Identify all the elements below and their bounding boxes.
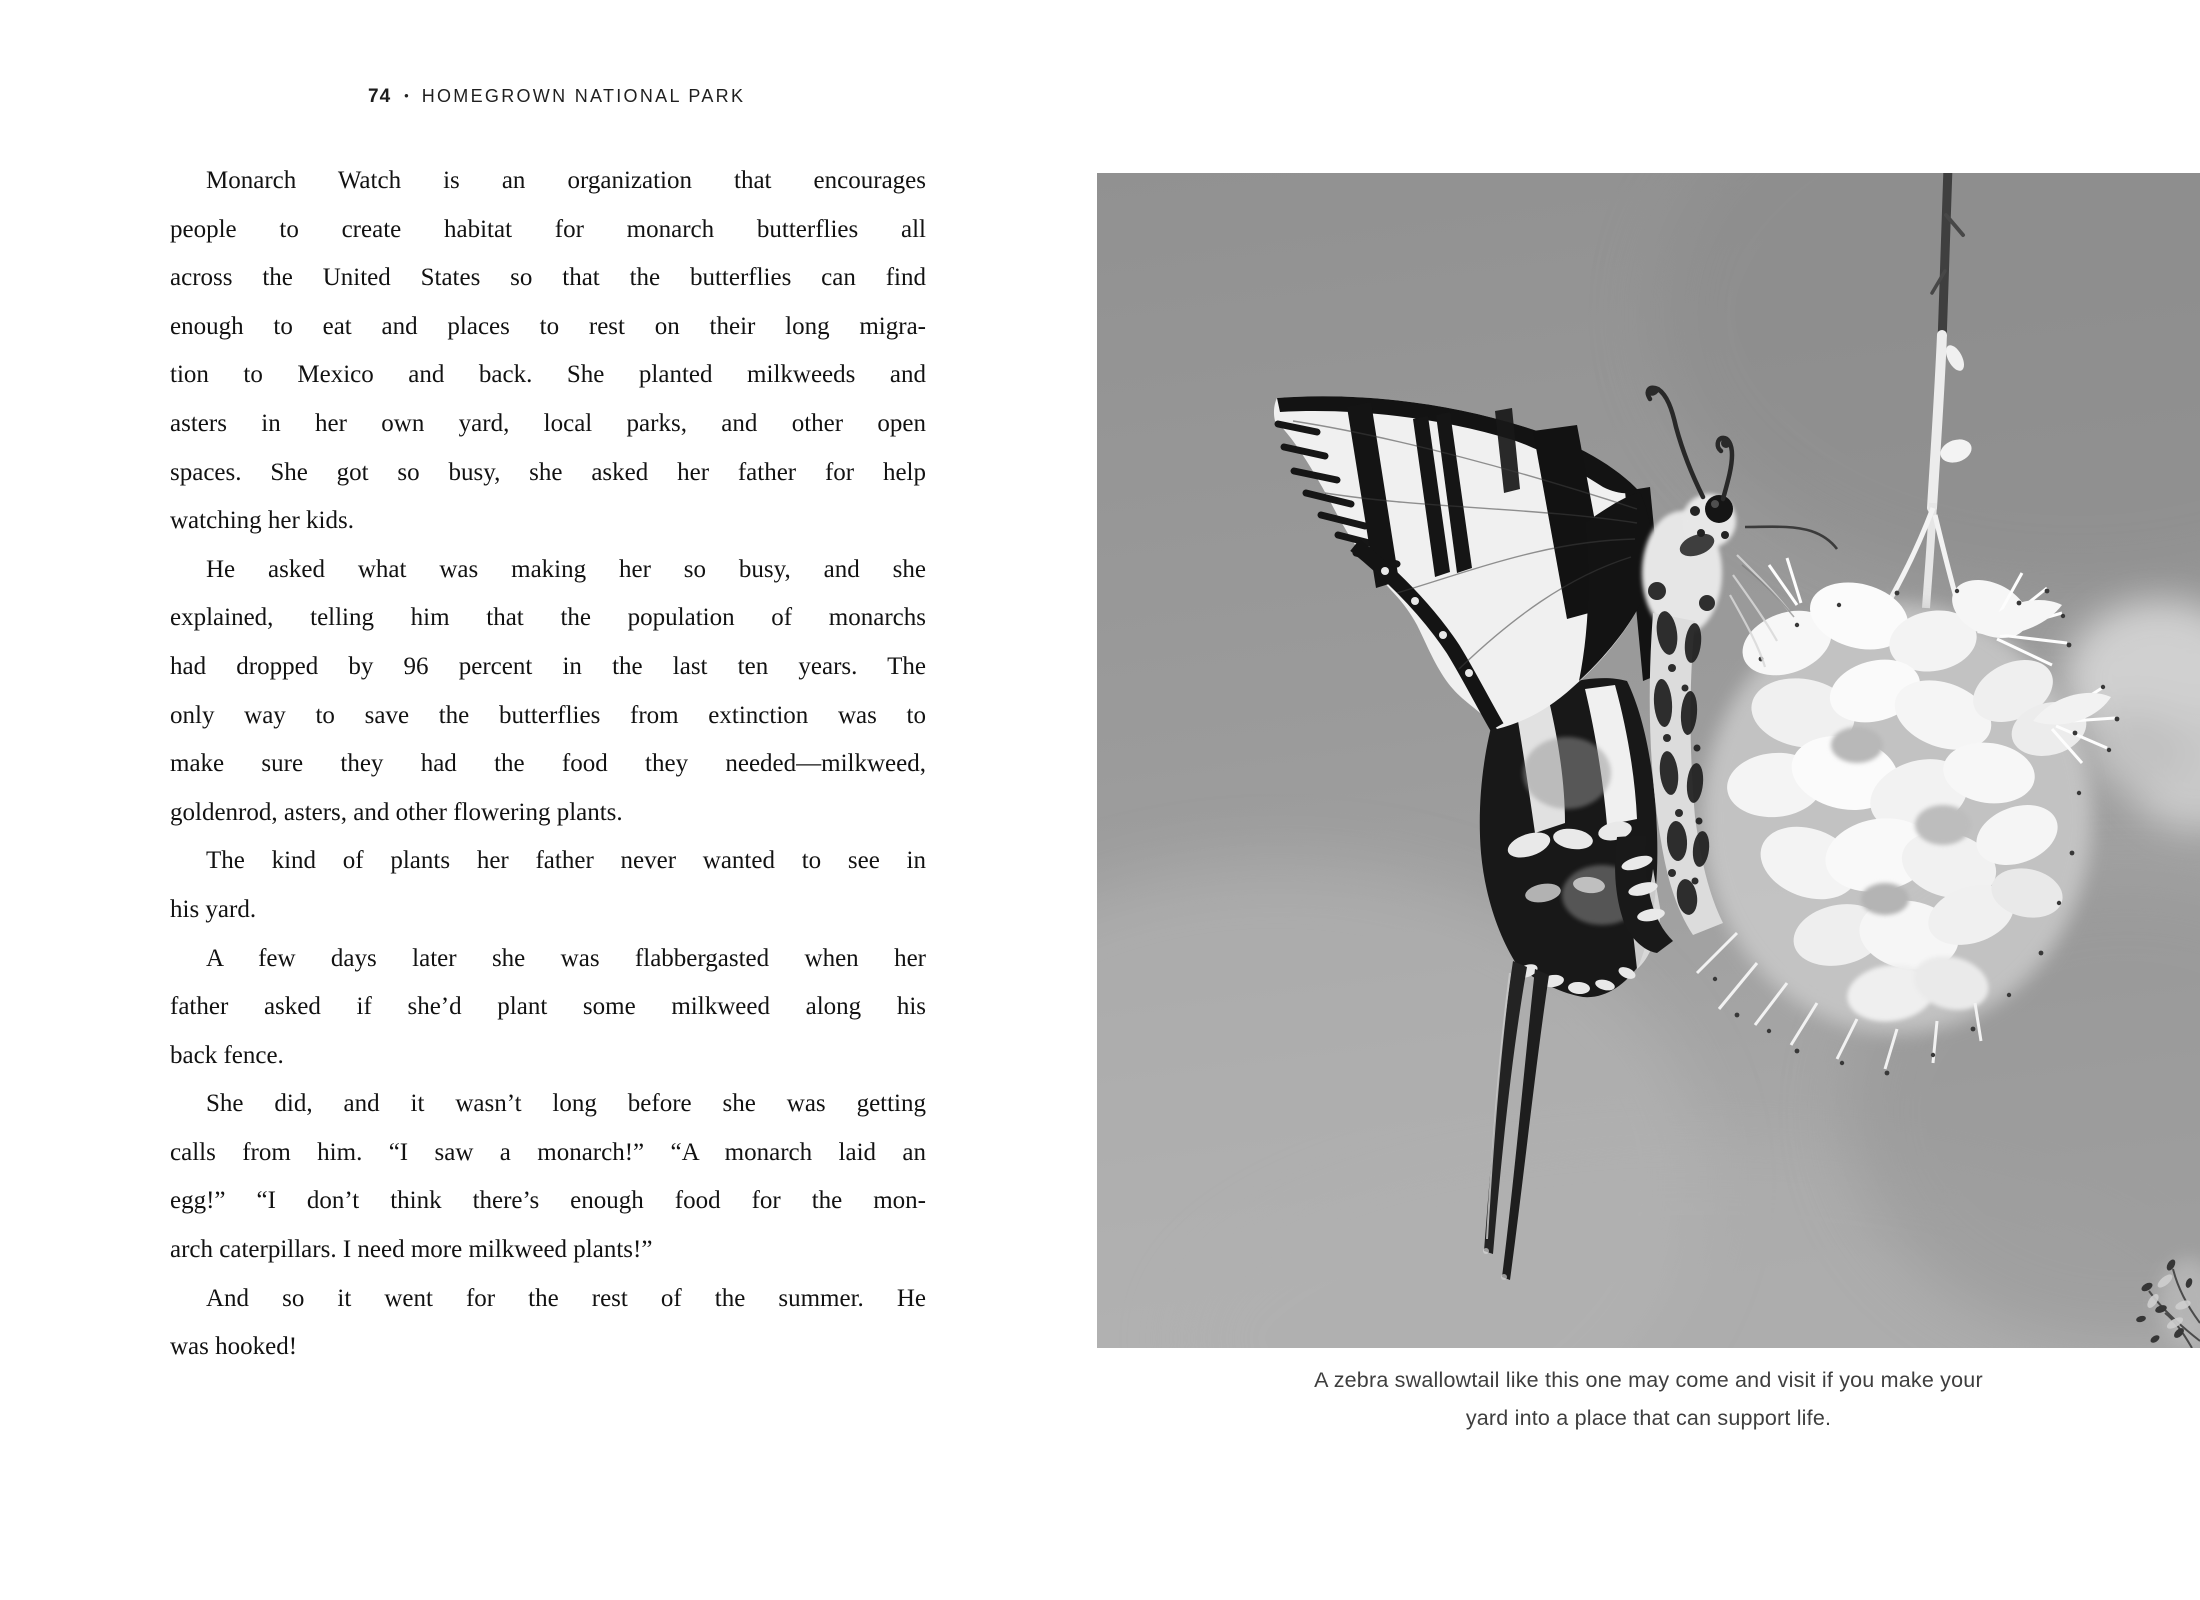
text-line: only way to save the butterflies from extinction was to	[170, 701, 926, 729]
text-line: was hooked!	[170, 1333, 298, 1361]
text-line: enough to eat and places to rest on their long migra-	[170, 312, 926, 340]
text-line: across the United States so that the butterflies can find	[170, 264, 926, 292]
text-line: goldenrod, asters, and other flowering plants.	[170, 798, 623, 826]
text-line: watching her kids.	[170, 507, 354, 535]
text-line: He asked what was making her so busy, and she	[206, 555, 926, 583]
text-line: back fence.	[170, 1041, 284, 1069]
text-line: Monarch Watch is an organization that encourages	[206, 167, 926, 194]
body-text-column	[170, 157, 926, 1372]
text-line: arch caterpillars. I need more milkweed plants!”	[170, 1236, 653, 1264]
text-line: had dropped by 96 percent in the last ten years. The	[170, 652, 926, 680]
text-line: father asked if she’d plant some milkweed along his	[170, 993, 926, 1021]
bullet-separator-icon: •	[404, 88, 409, 103]
text-line: A few days later she was flabbergasted when her	[206, 944, 926, 972]
book-title: HOMEGROWN NATIONAL PARK	[421, 86, 746, 106]
text-line: calls from him. “I saw a monarch!” “A monarch laid an	[170, 1138, 926, 1166]
text-line: tion to Mexico and back. She planted milkweeds and	[170, 361, 926, 389]
text-line: asters in her own yard, local parks, and other open	[170, 409, 926, 437]
text-line: his yard.	[170, 895, 257, 923]
zebra-swallowtail-photo-image	[1097, 173, 2200, 1348]
text-line: spaces. She got so busy, she asked her father for help	[170, 458, 926, 486]
text-line: The kind of plants her father never wanted to see in	[206, 847, 926, 875]
figure-photo	[1097, 173, 2200, 1348]
text-line: make sure they had the food they needed—milkweed,	[170, 750, 926, 778]
caption-line: yard into a place that can support life.	[1465, 1406, 1832, 1430]
text-line: explained, telling him that the population of monarchs	[170, 604, 926, 632]
figure-caption	[1097, 1361, 2200, 1437]
text-line: people to create habitat for monarch butterflies all	[170, 215, 926, 243]
text-line: egg!” “I don’t think there’s enough food for the mon-	[170, 1187, 926, 1215]
page-number: 74	[368, 86, 392, 107]
text-line: And so it went for the rest of the summer. He	[206, 1284, 926, 1312]
running-head	[368, 86, 745, 108]
caption-line: A zebra swallowtail like this one may come and visit if you make your	[1314, 1368, 1983, 1392]
text-line: She did, and it wasn’t long before she was getting	[206, 1090, 926, 1118]
butterfly-eye	[1705, 495, 1733, 523]
